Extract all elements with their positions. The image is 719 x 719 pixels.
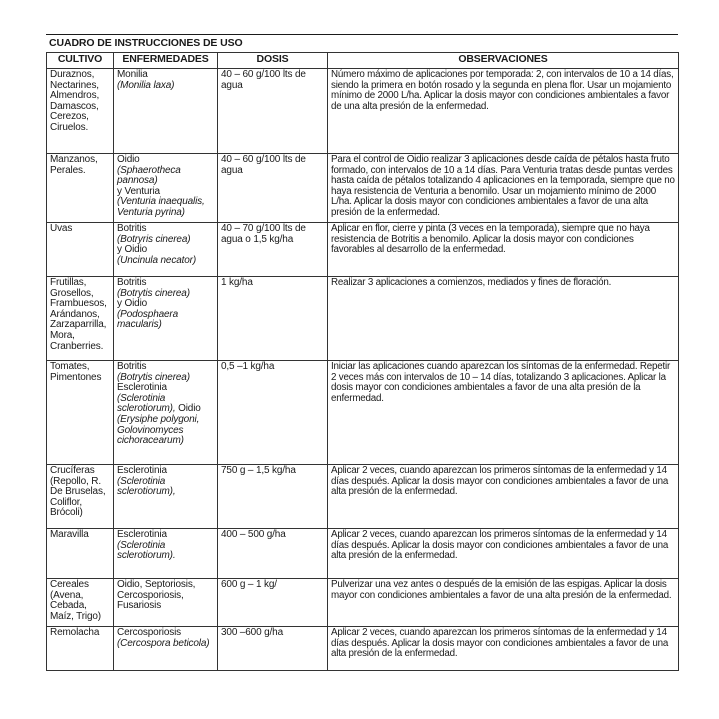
pathogen-scientific-name: (Botrytis cinerea) bbox=[117, 287, 190, 299]
cell-dosis: 0,5 –1 kg/ha bbox=[218, 361, 328, 465]
table-row bbox=[47, 223, 679, 277]
disease-name: Botritis bbox=[117, 361, 147, 372]
pathogen-scientific-name: (Podosphaera macularis) bbox=[117, 308, 179, 331]
disease-name: Oidio bbox=[175, 403, 201, 415]
cell-observaciones: Realizar 3 aplicaciones a comienzos, mediados y fines de floración. bbox=[328, 277, 679, 361]
cell-observaciones: Para el control de Oidio realizar 3 aplicaciones desde caída de pétalos hasta fruto formado, con intervalos de 10 a 14 días. Para Venturia tratas desde puntas verdes hasta caída de pétalos totalizando 4 aplicaciones en la temporada, siempre que no haya resistencia de Venturia a benomilo. Usar un mojamiento mínimo de 2000 L/ha. Aplicar la dosis mayor con condiciones ambientales a favor de una alta presión de la enfermedad. bbox=[328, 154, 679, 223]
cell-enfermedades bbox=[114, 69, 218, 154]
disease-name: Monilia bbox=[117, 69, 148, 80]
cell-dosis: 750 g – 1,5 kg/ha bbox=[218, 465, 328, 529]
cell-enfermedades bbox=[114, 223, 218, 277]
table-body bbox=[47, 69, 679, 671]
pathogen-scientific-name: (Uncinula necator) bbox=[117, 254, 197, 266]
cell-cultivo: Cereales (Avena, Cebada, Maíz, Trigo) bbox=[47, 579, 114, 627]
pathogen-scientific-name: (Cercospora beticola) bbox=[117, 637, 210, 649]
header-enfermedades: ENFERMEDADES bbox=[114, 53, 218, 69]
cell-cultivo: Remolacha bbox=[47, 627, 114, 671]
disease-name: Esclerotinia bbox=[117, 529, 167, 540]
disease-name: y Oidio bbox=[117, 244, 148, 256]
cell-dosis: 40 – 60 g/100 lts de agua bbox=[218, 69, 328, 154]
cell-dosis: 400 – 500 g/ha bbox=[218, 529, 328, 579]
cell-enfermedades bbox=[114, 627, 218, 671]
cell-enfermedades bbox=[114, 154, 218, 223]
header-observaciones: OBSERVACIONES bbox=[328, 53, 679, 69]
cell-cultivo: Maravilla bbox=[47, 529, 114, 579]
pathogen-scientific-name: (Sclerotinia sclerotiorum), bbox=[117, 475, 176, 498]
pathogen-scientific-name: (Botrytis cinerea) bbox=[117, 371, 190, 383]
header-cultivo: CULTIVO bbox=[47, 53, 114, 69]
cell-observaciones: Aplicar 2 veces, cuando aparezcan los primeros síntomas de la enfermedad y 14 días después. Aplicar la dosis mayor con condiciones ambientales a favor de una alta presión de la enfermedad. bbox=[328, 627, 679, 671]
document-page bbox=[46, 34, 678, 671]
cell-cultivo: Duraznos, Nectarines, Almendros, Damascos, Cerezos, Ciruelos. bbox=[47, 69, 114, 154]
cell-cultivo: Tomates, Pimentones bbox=[47, 361, 114, 465]
pathogen-scientific-name: (Botryris cinerea) bbox=[117, 233, 191, 245]
disease-name: Cercosporiosis bbox=[117, 627, 182, 638]
cell-cultivo: Manzanos, Perales. bbox=[47, 154, 114, 223]
cell-dosis: 40 – 60 g/100 lts de agua bbox=[218, 154, 328, 223]
pathogen-scientific-name: (Erysiphe polygoni, Golovinomyces cichoracearum) bbox=[117, 413, 200, 447]
table-row bbox=[47, 579, 679, 627]
cell-cultivo: Frutillas, Grosellos, Frambuesos, Arándanos, Zarzaparrilla, Mora, Cranberries. bbox=[47, 277, 114, 361]
cell-enfermedades bbox=[114, 277, 218, 361]
cell-observaciones: Número máximo de aplicaciones por temporada: 2, con intervalos de 10 a 14 días, siendo la primera en botón rosado y la segunda en plena flor. Usar un mojamiento mínimo de 2000 L/ha. Aplicar la dosis mayor con condiciones ambientales a favor de una alta presión de la enfermedad. bbox=[328, 69, 679, 154]
cell-observaciones: Pulverizar una vez antes o después de la emisión de las espigas. Aplicar la dosis mayor con condiciones ambientales a favor de una alta presión de la enfermedad. bbox=[328, 579, 679, 627]
disease-name: y Venturia bbox=[117, 185, 160, 197]
cell-dosis: 300 –600 g/ha bbox=[218, 627, 328, 671]
pathogen-scientific-name: (Sphaerotheca pannosa) bbox=[117, 164, 181, 187]
cell-observaciones: Iniciar las aplicaciones cuando aparezcan los síntomas de la enfermedad. Repetir 2 veces más con intervalos de 10 – 14 días, totalizando 3 aplicaciones. Aplicar la dosis mayor con condiciones ambientales a favor de una alta presión de la enfermedad. bbox=[328, 361, 679, 465]
table-header-row bbox=[47, 53, 679, 69]
cell-dosis: 40 – 70 g/100 lts de agua o 1,5 kg/ha bbox=[218, 223, 328, 277]
disease-name: Oidio, Septoriosis, Cercosporiosis, Fusariosis bbox=[117, 579, 196, 612]
cell-observaciones: Aplicar en flor, cierre y pinta (3 veces en la temporada), siempre que no haya resistencia de Botritis a benomilo. Aplicar la dosis mayor con condiciones favorables al desarrollo de la enfermedad. bbox=[328, 223, 679, 277]
disease-name: Botritis bbox=[117, 277, 147, 288]
cell-enfermedades bbox=[114, 361, 218, 465]
disease-name: Esclerotinia bbox=[117, 382, 167, 394]
table-row bbox=[47, 627, 679, 671]
disease-name: Esclerotinia bbox=[117, 465, 167, 476]
disease-name: Oidio bbox=[117, 154, 140, 165]
cell-cultivo: Uvas bbox=[47, 223, 114, 277]
disease-name: Botritis bbox=[117, 223, 147, 234]
cell-observaciones: Aplicar 2 veces, cuando aparezcan los primeros síntomas de la enfermedad y 14 días después. Aplicar la dosis mayor con condiciones ambientales a favor de una alta presión de la enfermedad. bbox=[328, 465, 679, 529]
cell-observaciones: Aplicar 2 veces, cuando aparezcan los primeros síntomas de la enfermedad y 14 días después. Aplicar la dosis mayor con condiciones ambientales a favor de una alta presión de la enfermedad. bbox=[328, 529, 679, 579]
cell-cultivo: Crucíferas (Repollo, R. De Bruselas, Coliflor, Brócoli) bbox=[47, 465, 114, 529]
pathogen-scientific-name: (Sclerotinia sclerotiorum). bbox=[117, 539, 176, 562]
header-dosis: DOSIS bbox=[218, 53, 328, 69]
table-row bbox=[47, 277, 679, 361]
cell-dosis: 600 g – 1 kg/ bbox=[218, 579, 328, 627]
table-row bbox=[47, 154, 679, 223]
pathogen-scientific-name: (Sclerotinia sclerotiorum), bbox=[117, 392, 176, 415]
cell-enfermedades bbox=[114, 579, 218, 627]
cell-enfermedades bbox=[114, 465, 218, 529]
disease-name: y Oidio bbox=[117, 298, 148, 310]
table-row bbox=[47, 465, 679, 529]
table-row bbox=[47, 361, 679, 465]
pathogen-scientific-name: (Venturia inaequalis, Venturia pyrina) bbox=[117, 196, 205, 218]
table-row bbox=[47, 529, 679, 579]
table-row bbox=[47, 69, 679, 154]
pathogen-scientific-name: (Monilia laxa) bbox=[117, 79, 175, 91]
table-title: CUADRO DE INSTRUCCIONES DE USO bbox=[46, 34, 678, 49]
cell-enfermedades bbox=[114, 529, 218, 579]
usage-instructions-table bbox=[46, 52, 679, 671]
cell-dosis: 1 kg/ha bbox=[218, 277, 328, 361]
